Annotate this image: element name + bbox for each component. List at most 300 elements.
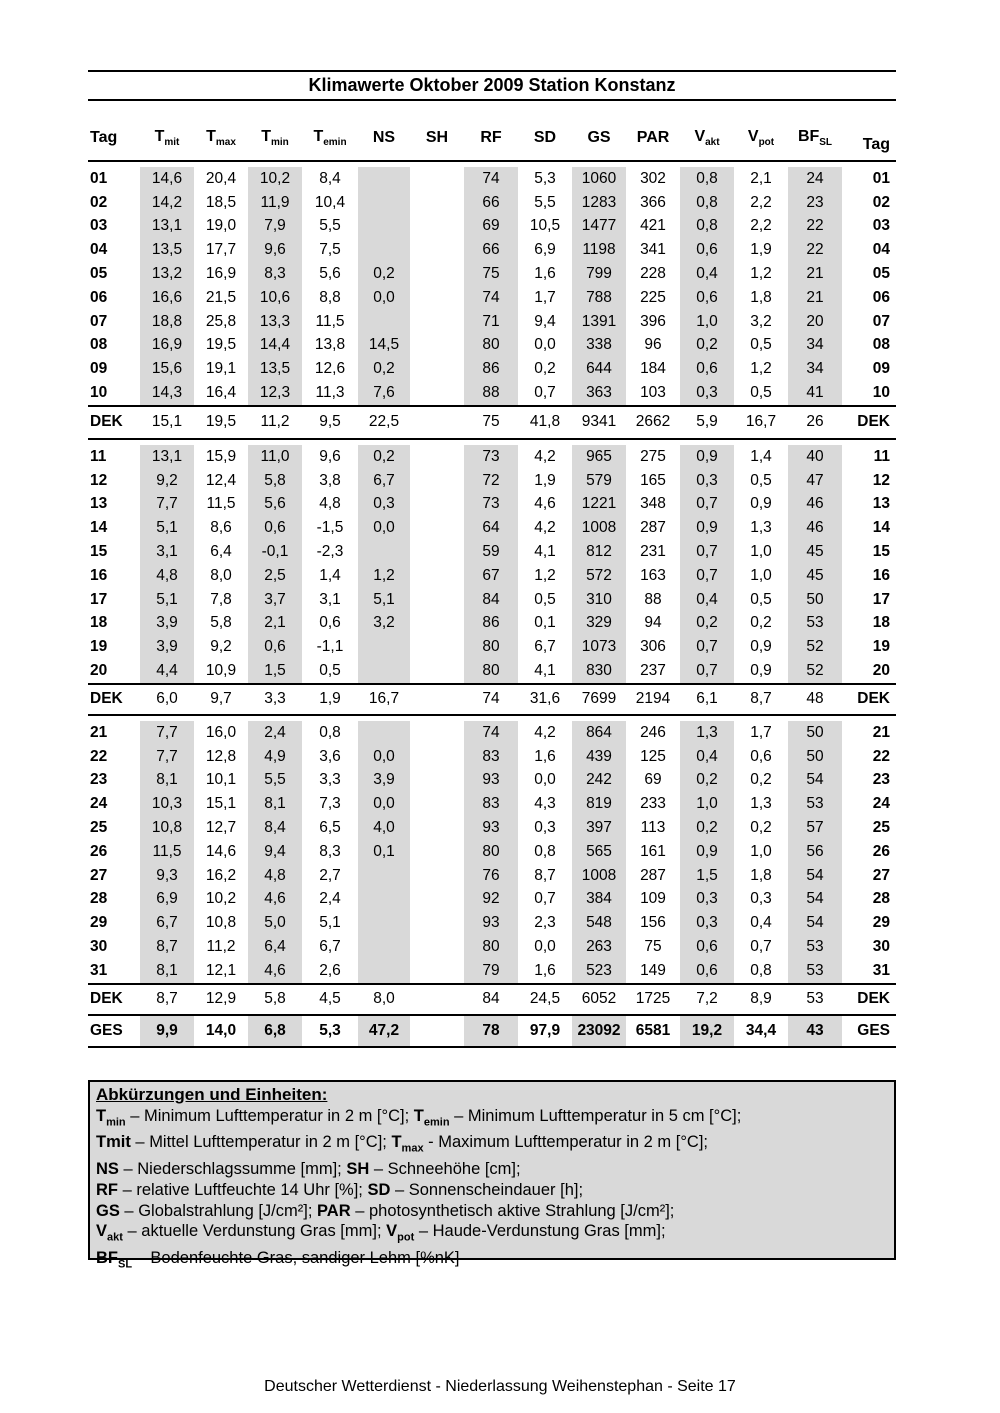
legend-desc: – Globalstrahlung [J/cm²]; [119, 1201, 318, 1220]
table-cell: 08 [872, 336, 890, 354]
table-cell: 20 [872, 662, 890, 680]
table-cell [410, 167, 464, 191]
table-cell: 69 [464, 215, 518, 239]
table-cell: 2,5 [248, 564, 302, 588]
table-cell: 0,7 [750, 938, 772, 955]
table-cell: 1,8 [750, 288, 772, 306]
table-cell: 24 [788, 167, 842, 191]
column-header-main: T [206, 127, 216, 145]
table-cell: 0,7 [680, 540, 734, 564]
table-cell: 0,3 [680, 381, 734, 406]
table-cell: 34,4 [745, 1021, 777, 1039]
table-cell: 830 [572, 659, 626, 684]
table-row [88, 493, 896, 517]
table-cell: 19,5 [205, 413, 237, 431]
legend-abbr: RF [96, 1180, 118, 1199]
table-cell: 0,2 [358, 357, 410, 381]
column-header [680, 120, 734, 161]
table-cell: 23 [90, 771, 108, 789]
table-cell: 46 [788, 493, 842, 517]
table-cell: 5,6 [248, 493, 302, 517]
table-cell: 3,1 [140, 540, 194, 564]
table-cell: 0,9 [750, 495, 772, 513]
table-row [88, 745, 896, 769]
table-cell: 11,0 [248, 445, 302, 469]
table-cell: -0,1 [248, 540, 302, 564]
table-row [88, 540, 896, 564]
table-cell: 0,0 [534, 938, 556, 955]
table-cell: 113 [640, 819, 666, 837]
table-row [88, 310, 896, 334]
table-cell: 2,2 [750, 217, 772, 235]
table-cell: 16 [872, 566, 890, 584]
table-cell [358, 721, 410, 745]
table-cell: 9,9 [140, 1016, 194, 1047]
table-cell: 7,7 [140, 721, 194, 745]
table-cell: 1,3 [750, 795, 772, 813]
table-cell: -2,3 [316, 543, 344, 561]
table-cell: 13 [90, 495, 108, 513]
table-cell [410, 357, 464, 381]
table-cell: 2662 [635, 413, 671, 431]
table-cell: 103 [640, 384, 666, 402]
table-cell: 0,8 [680, 191, 734, 215]
climate-table-wrapper [88, 120, 896, 1048]
legend-lines [96, 1106, 888, 1275]
legend-title: Abkürzungen und Einheiten: [96, 1085, 328, 1104]
table-cell: 8,6 [210, 519, 232, 537]
table-cell: 04 [90, 241, 108, 259]
table-cell: 3,8 [319, 471, 341, 489]
table-cell: 3,6 [319, 747, 341, 765]
table-cell: 1,7 [750, 723, 772, 741]
table-cell [358, 959, 410, 984]
table-cell: 03 [90, 217, 108, 235]
table-cell: 6,0 [156, 690, 178, 708]
table-row [88, 888, 896, 912]
table-cell: 329 [572, 612, 626, 636]
table-row [88, 864, 896, 888]
table-cell: 54 [788, 864, 842, 888]
table-cell: 0,7 [534, 384, 556, 402]
table-cell: 11,2 [260, 413, 290, 431]
table-cell [410, 262, 464, 286]
table-cell: 41 [788, 381, 842, 406]
table-cell: 12,3 [248, 381, 302, 406]
table-cell: 25 [872, 819, 890, 837]
table-cell: 12 [90, 471, 108, 489]
table-cell: 11,5 [140, 840, 194, 864]
table-cell: 0,6 [680, 935, 734, 959]
table-cell: 1008 [572, 516, 626, 540]
table-cell: 0,0 [358, 286, 410, 310]
table-cell: 84 [482, 990, 500, 1008]
table-cell: 29 [872, 914, 890, 932]
table-cell: GES [90, 1021, 123, 1039]
column-header [464, 120, 518, 161]
table-cell: 0,3 [680, 469, 734, 493]
table-cell: 14,2 [140, 191, 194, 215]
column-header-main: T [154, 127, 165, 145]
table-cell: 06 [872, 288, 890, 306]
table-cell [358, 310, 410, 334]
table-row [88, 588, 896, 612]
table-cell: 163 [640, 566, 666, 584]
table-cell: 10 [90, 384, 108, 402]
table-cell: 14,6 [205, 842, 237, 860]
table-cell: 7,9 [248, 215, 302, 239]
table-cell: 34 [788, 334, 842, 358]
table-cell: 54 [788, 769, 842, 793]
table-cell: 0,0 [358, 792, 410, 816]
table-cell: 74 [464, 721, 518, 745]
divider [88, 1047, 896, 1048]
table-cell: 3,2 [358, 612, 410, 636]
column-header [788, 120, 842, 161]
table-cell: 06 [90, 288, 108, 306]
table-cell: 05 [90, 265, 108, 283]
legend-abbr: T [96, 1106, 107, 1125]
table-cell: 8,7 [750, 690, 772, 708]
table-cell: 19,5 [205, 336, 237, 354]
table-cell: 0,2 [680, 816, 734, 840]
table-cell: 16,9 [140, 334, 194, 358]
table-cell: 21 [788, 286, 842, 310]
table-cell: 1391 [572, 310, 626, 334]
table-cell [410, 985, 464, 1015]
table-cell: 13,1 [140, 445, 194, 469]
table-cell: 341 [640, 241, 666, 259]
table-cell: 0,7 [680, 659, 734, 684]
decade-summary-row [88, 685, 896, 715]
column-header [140, 120, 194, 161]
column-header [194, 120, 248, 161]
table-cell: 5,0 [248, 911, 302, 935]
table-cell: 1,5 [680, 864, 734, 888]
table-cell: 8,3 [319, 842, 341, 860]
table-cell: 75 [464, 262, 518, 286]
table-cell: 0,1 [534, 614, 556, 632]
column-header [248, 120, 302, 161]
table-row [88, 445, 896, 469]
table-cell: 0,4 [680, 262, 734, 286]
table-cell: 9,3 [140, 864, 194, 888]
table-cell: 12,8 [205, 747, 237, 765]
table-cell: 18 [90, 614, 108, 632]
table-cell: 149 [640, 961, 666, 979]
table-cell: 22 [788, 215, 842, 239]
table-cell [410, 310, 464, 334]
table-cell: 4,6 [248, 959, 302, 984]
column-header-main: V [694, 127, 706, 145]
table-cell: 0,7 [680, 564, 734, 588]
table-cell: DEK [90, 990, 123, 1008]
table-cell [410, 381, 464, 406]
table-cell: 66 [464, 191, 518, 215]
table-cell: 1060 [572, 167, 626, 191]
table-cell: 5,1 [140, 516, 194, 540]
table-cell: 01 [90, 169, 108, 187]
table-cell [410, 911, 464, 935]
table-cell: 02 [872, 193, 890, 211]
table-cell: 78 [464, 1016, 518, 1047]
header-row [88, 120, 896, 161]
table-cell: 0,3 [750, 890, 772, 908]
table-cell: 04 [872, 241, 890, 259]
table-cell: 05 [872, 265, 890, 283]
table-cell: 5,1 [358, 588, 410, 612]
table-cell: 11 [90, 447, 107, 465]
table-cell: 11,3 [315, 384, 345, 402]
table-cell: 0,2 [534, 360, 556, 378]
table-row [88, 911, 896, 935]
table-cell: 28 [90, 890, 108, 908]
table-cell: 53 [788, 792, 842, 816]
table-cell: 819 [572, 792, 626, 816]
legend-abbr: PAR [317, 1201, 351, 1220]
table-cell: 13,2 [140, 262, 194, 286]
table-cell: 4,4 [140, 659, 194, 684]
table-cell: 0,2 [680, 334, 734, 358]
table-cell: 8,7 [534, 866, 556, 884]
table-row [88, 191, 896, 215]
table-cell: 10,8 [140, 816, 194, 840]
table-cell: 0,1 [358, 840, 410, 864]
table-cell: 16,7 [745, 413, 777, 431]
column-header-main: T [313, 127, 324, 145]
table-cell: 0,2 [358, 445, 410, 469]
table-cell: 0,2 [750, 819, 772, 837]
table-cell: 31,6 [529, 690, 561, 708]
table-cell: 109 [640, 890, 666, 908]
table-cell: 4,8 [248, 864, 302, 888]
table-cell: 0,6 [319, 614, 341, 632]
column-header [572, 120, 626, 161]
table-cell: 15,1 [205, 795, 237, 813]
table-cell: 0,8 [534, 842, 556, 860]
table-cell: 1,0 [750, 543, 772, 561]
column-header-main: SD [533, 129, 557, 146]
table-cell: 15 [90, 543, 108, 561]
table-cell: 0,4 [680, 745, 734, 769]
table-cell: 9,6 [319, 447, 341, 465]
table-cell [410, 334, 464, 358]
table-cell: 0,6 [680, 357, 734, 381]
table-cell: 07 [90, 312, 108, 330]
table-cell: 1,2 [750, 360, 772, 378]
table-cell: 421 [640, 217, 666, 235]
table-cell: 56 [788, 840, 842, 864]
table-cell: 17 [90, 590, 108, 608]
table-cell: DEK [90, 690, 123, 708]
table-cell: 0,7 [680, 493, 734, 517]
legend-line [96, 1248, 888, 1275]
table-cell: 1,4 [319, 566, 341, 584]
table-cell: 11,5 [206, 495, 236, 513]
table-cell: 57 [788, 816, 842, 840]
table-cell: 50 [788, 588, 842, 612]
table-cell: 565 [572, 840, 626, 864]
table-cell [358, 888, 410, 912]
column-header [626, 120, 680, 161]
table-cell [410, 888, 464, 912]
legend-line [96, 1201, 888, 1222]
table-cell: 5,5 [534, 193, 556, 211]
table-cell [410, 469, 464, 493]
table-cell: 396 [640, 312, 666, 330]
table-cell: 8,0 [373, 990, 395, 1008]
column-header [302, 120, 358, 161]
table-cell: 0,3 [680, 888, 734, 912]
table-cell: 0,5 [534, 590, 556, 608]
legend-abbr-sub: max [401, 1142, 424, 1155]
table-row [88, 721, 896, 745]
table-cell: 6,9 [534, 241, 556, 259]
table-cell: 17,7 [205, 241, 237, 259]
table-cell: 799 [572, 262, 626, 286]
table-cell: 0,6 [680, 959, 734, 984]
table-cell: 52 [788, 635, 842, 659]
table-cell: 40 [788, 445, 842, 469]
legend-abbr-sub: min [106, 1115, 126, 1128]
table-cell [410, 238, 464, 262]
table-cell: 0,6 [680, 238, 734, 262]
legend-abbr: T [391, 1133, 402, 1152]
table-cell: 03 [872, 217, 890, 235]
table-cell: 287 [640, 519, 666, 537]
table-cell: 384 [572, 888, 626, 912]
page-footer: Deutscher Wetterdienst - Niederlassung Weihenstephan - Seite 17 [264, 1378, 736, 1395]
column-header-main: BF [797, 127, 820, 145]
legend-abbr-sub: pot [397, 1231, 415, 1244]
legend-desc: – Minimum Lufttemperatur in 2 m [°C]; [125, 1106, 414, 1125]
table-cell: 67 [464, 564, 518, 588]
column-header-sub: akt [705, 137, 720, 149]
table-cell: 0,3 [358, 493, 410, 517]
table-cell: 53 [788, 935, 842, 959]
table-cell: DEK [857, 413, 890, 431]
table-cell: 13 [872, 495, 890, 513]
legend-desc: – Haude-Verdunstung Gras [mm]; [414, 1222, 666, 1241]
table-cell [410, 935, 464, 959]
table-cell: 306 [640, 638, 666, 656]
table-row [88, 357, 896, 381]
table-cell: 47,2 [358, 1016, 410, 1047]
table-cell: 4,9 [248, 745, 302, 769]
legend-desc: – relative Luftfeuchte 14 Uhr [%]; [118, 1180, 368, 1199]
table-cell: 12,1 [205, 961, 237, 979]
table-cell: 7,3 [319, 795, 341, 813]
table-cell: 27 [90, 866, 108, 884]
table-row [88, 238, 896, 262]
table-cell: 12,7 [205, 819, 237, 837]
column-header-main: T [261, 127, 271, 145]
table-cell: 8,8 [319, 288, 341, 306]
table-row [88, 469, 896, 493]
table-cell: 25 [90, 819, 108, 837]
legend-abbr-sub: SL [118, 1258, 133, 1271]
table-cell: 15 [872, 543, 890, 561]
table-cell: 16,6 [140, 286, 194, 310]
column-header-sub: SL [819, 137, 833, 149]
table-cell: 72 [464, 469, 518, 493]
table-cell: 15,1 [151, 413, 183, 431]
table-cell: 1,0 [750, 842, 772, 860]
table-cell: 15,9 [205, 447, 237, 465]
table-cell: 0,5 [750, 336, 772, 354]
table-cell: 439 [572, 745, 626, 769]
table-cell: 523 [572, 959, 626, 984]
table-cell: 0,6 [248, 635, 302, 659]
table-cell: 30 [872, 938, 890, 955]
table-cell [410, 659, 464, 684]
table-cell: 4,5 [319, 990, 341, 1008]
table-cell: 0,5 [750, 471, 772, 489]
column-header-sub: pot [758, 137, 775, 149]
table-cell: 20 [788, 310, 842, 334]
decade-summary-row [88, 985, 896, 1015]
table-cell: 10,6 [248, 286, 302, 310]
table-cell: 10,1 [205, 771, 237, 789]
table-title: Klimawerte Oktober 2009 Station Konstanz [88, 70, 896, 101]
table-cell: 165 [640, 471, 666, 489]
table-cell: 5,8 [210, 614, 232, 632]
column-header-sub: min [271, 137, 289, 149]
table-cell: 22 [788, 238, 842, 262]
table-row [88, 840, 896, 864]
table-cell: 17 [872, 590, 890, 608]
table-cell: 86 [464, 357, 518, 381]
table-cell: 0,5 [750, 384, 772, 402]
table-cell [410, 215, 464, 239]
legend-abbr: SD [367, 1180, 391, 1199]
table-cell: 11,5 [315, 312, 345, 330]
table-cell: 4,2 [534, 723, 556, 741]
table-cell: 0,9 [750, 638, 772, 656]
table-cell: 09 [90, 360, 108, 378]
table-row [88, 167, 896, 191]
table-cell: 96 [644, 336, 662, 354]
table-cell: 97,9 [529, 1021, 561, 1039]
table-cell: 21 [90, 723, 108, 741]
table-cell: 66 [464, 238, 518, 262]
column-header-main: PAR [636, 129, 670, 146]
column-header-main: SH [425, 129, 449, 146]
table-cell: 6,7 [140, 911, 194, 935]
table-cell: 2,7 [319, 866, 341, 884]
table-row [88, 659, 896, 684]
table-cell: 71 [464, 310, 518, 334]
table-cell: 74 [464, 286, 518, 310]
legend-desc: – Mittel Lufttemperatur in 2 m [°C]; [130, 1133, 392, 1152]
table-cell: 6,7 [319, 938, 341, 955]
table-row [88, 792, 896, 816]
table-cell: 1,9 [750, 241, 772, 259]
table-cell: 88 [644, 590, 662, 608]
table-cell: 548 [572, 911, 626, 935]
table-cell: 80 [464, 840, 518, 864]
table-cell: 246 [640, 723, 666, 741]
table-row [88, 516, 896, 540]
table-cell: 0,2 [680, 769, 734, 793]
table-cell: 0,9 [680, 516, 734, 540]
table-cell: 73 [464, 493, 518, 517]
table-cell: 10,9 [205, 662, 237, 680]
column-header-main: RF [480, 129, 502, 146]
table-cell: 0,6 [248, 516, 302, 540]
table-cell: 1,0 [680, 310, 734, 334]
table-cell: 7,6 [358, 381, 410, 406]
